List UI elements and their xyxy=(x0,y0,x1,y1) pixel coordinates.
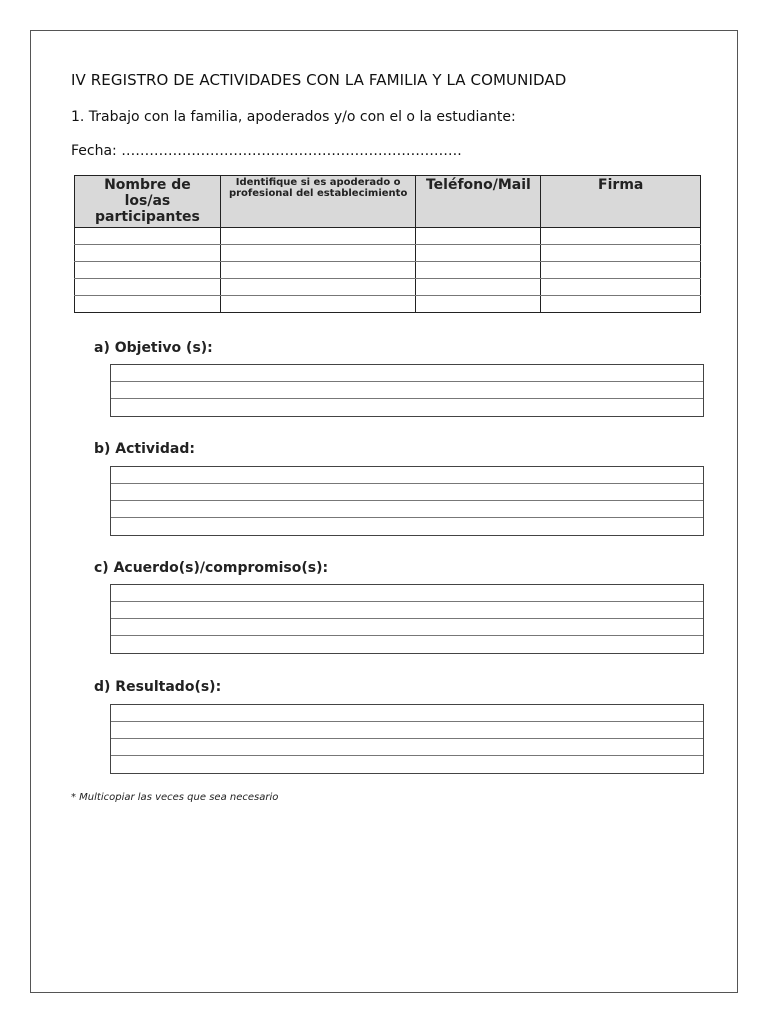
acuerdos-label: c) Acuerdo(s)/compromiso(s): xyxy=(94,560,329,576)
acuerdos-line[interactable] xyxy=(111,602,703,619)
table-cell[interactable] xyxy=(541,228,701,245)
acuerdos-line[interactable] xyxy=(111,636,703,653)
actividad-line[interactable] xyxy=(111,501,703,518)
actividad-line[interactable] xyxy=(111,518,703,535)
header-telefono: Teléfono/Mail xyxy=(416,176,541,228)
objetivo-line[interactable] xyxy=(111,365,703,382)
header-nombre: Nombre de los/as participantes xyxy=(75,176,221,228)
table-cell[interactable] xyxy=(541,262,701,279)
table-cell[interactable] xyxy=(75,296,221,313)
table-cell[interactable] xyxy=(220,245,416,262)
objetivo-label: a) Objetivo (s): xyxy=(94,340,213,356)
table-cell[interactable] xyxy=(220,228,416,245)
table-cell[interactable] xyxy=(416,262,541,279)
table-cell[interactable] xyxy=(416,279,541,296)
table-row xyxy=(75,296,701,313)
table-row xyxy=(75,279,701,296)
table-cell[interactable] xyxy=(416,296,541,313)
table-cell[interactable] xyxy=(220,279,416,296)
resultados-line[interactable] xyxy=(111,756,703,773)
table-cell[interactable] xyxy=(220,296,416,313)
table-cell[interactable] xyxy=(416,228,541,245)
fecha-field[interactable]: Fecha: ………………………………………………………………. xyxy=(71,143,462,159)
objetivo-line[interactable] xyxy=(111,399,703,416)
table-row xyxy=(75,245,701,262)
table-cell[interactable] xyxy=(75,262,221,279)
actividad-line[interactable] xyxy=(111,484,703,501)
objetivo-line[interactable] xyxy=(111,382,703,399)
actividad-line[interactable] xyxy=(111,467,703,484)
resultados-box[interactable] xyxy=(110,704,704,774)
objetivo-box[interactable] xyxy=(110,364,704,417)
table-cell[interactable] xyxy=(75,228,221,245)
table-cell[interactable] xyxy=(75,245,221,262)
table-cell[interactable] xyxy=(541,279,701,296)
section-subtitle: 1. Trabajo con la familia, apoderados y/o con el o la estudiante: xyxy=(71,109,516,125)
actividad-box[interactable] xyxy=(110,466,704,536)
table-cell[interactable] xyxy=(541,245,701,262)
acuerdos-line[interactable] xyxy=(111,585,703,602)
resultados-label: d) Resultado(s): xyxy=(94,679,222,695)
table-cell[interactable] xyxy=(220,262,416,279)
table-row xyxy=(75,262,701,279)
acuerdos-line[interactable] xyxy=(111,619,703,636)
header-identifique: Identifique si es apoderado o profesional del establecimiento xyxy=(220,176,416,228)
table-cell[interactable] xyxy=(541,296,701,313)
header-firma: Firma xyxy=(541,176,701,228)
actividad-label: b) Actividad: xyxy=(94,441,195,457)
resultados-line[interactable] xyxy=(111,722,703,739)
table-row xyxy=(75,228,701,245)
footnote: * Multicopiar las veces que sea necesario xyxy=(71,792,279,803)
resultados-line[interactable] xyxy=(111,739,703,756)
table-cell[interactable] xyxy=(416,245,541,262)
document-title: IV REGISTRO DE ACTIVIDADES CON LA FAMILIA Y LA COMUNIDAD xyxy=(71,71,567,89)
document-page xyxy=(30,30,738,993)
acuerdos-box[interactable] xyxy=(110,584,704,654)
resultados-line[interactable] xyxy=(111,705,703,722)
participants-table xyxy=(74,175,701,313)
table-cell[interactable] xyxy=(75,279,221,296)
